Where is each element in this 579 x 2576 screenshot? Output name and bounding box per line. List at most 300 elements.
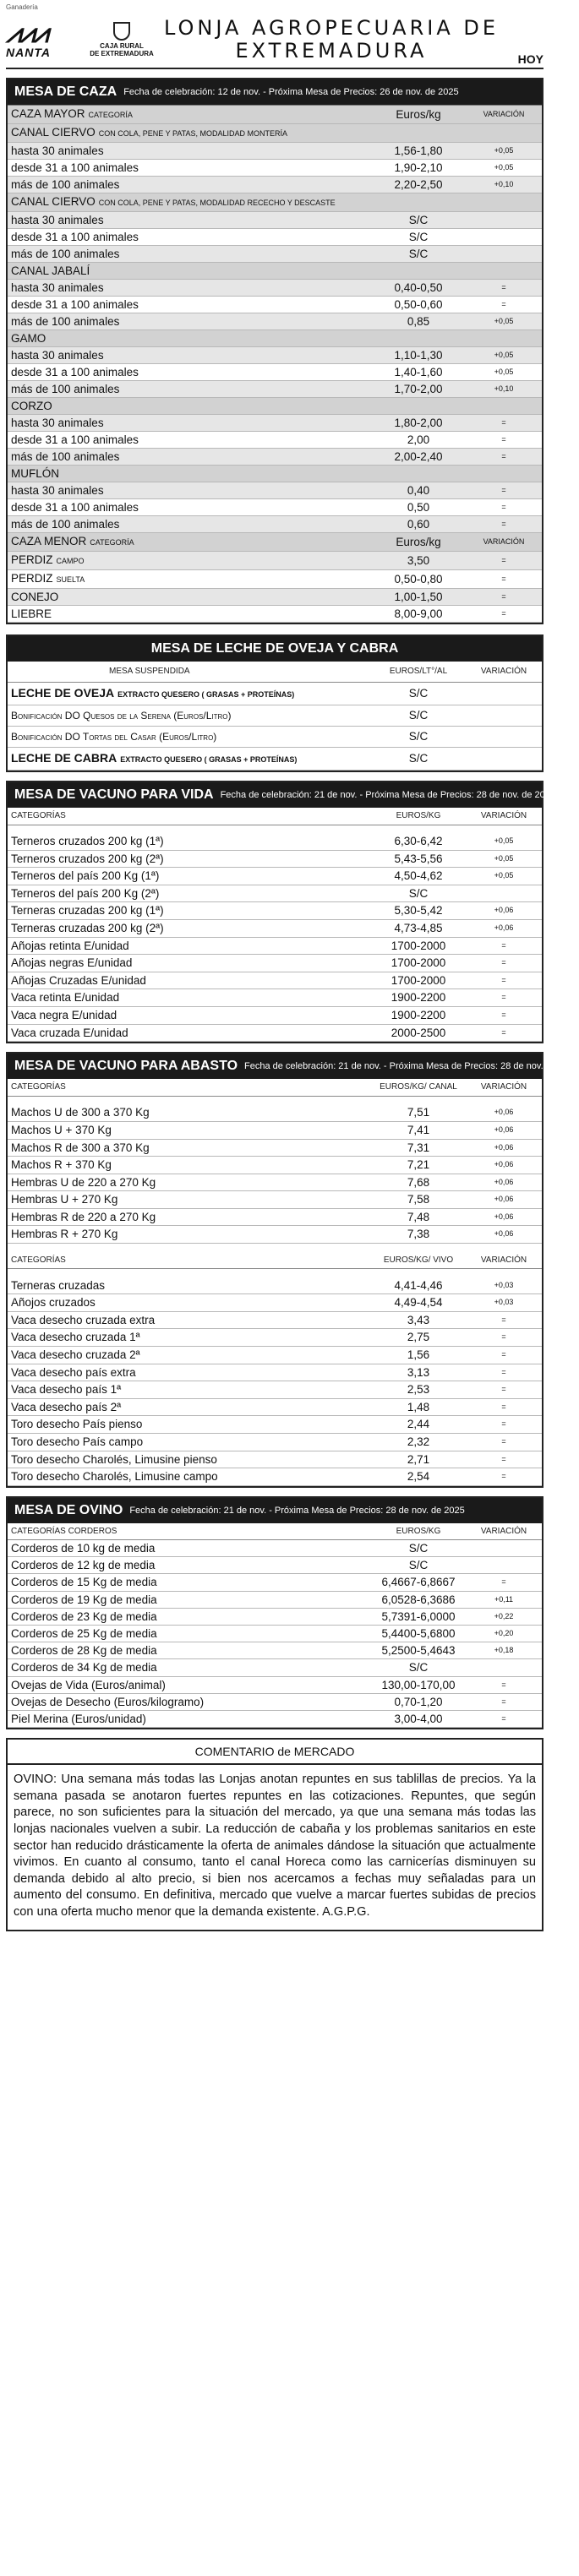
caza-price: 2,00-2,40 bbox=[371, 449, 466, 466]
abasto-variation: = bbox=[466, 1434, 542, 1451]
abasto-category-label: Hembras R + 270 Kg bbox=[11, 1228, 118, 1241]
caza-category-label: hasta 30 animales bbox=[11, 484, 104, 497]
abasto-price: 2,75 bbox=[371, 1329, 466, 1347]
abasto-row bbox=[8, 1277, 542, 1294]
caza-row bbox=[8, 280, 542, 297]
caza-price: 0,40 bbox=[371, 482, 466, 499]
vida-category-label: Vaca negra E/unidad bbox=[11, 1009, 117, 1022]
caza-price: 1,00-1,50 bbox=[371, 589, 466, 606]
abasto-category bbox=[8, 1311, 371, 1329]
leche-variation bbox=[466, 683, 542, 705]
vida-category-label: Vaca cruzada E/unidad bbox=[11, 1026, 128, 1039]
abasto-category-label: Machos U + 370 Kg bbox=[11, 1123, 112, 1136]
leche-category-label: LECHE DE OVEJA bbox=[11, 686, 115, 700]
caza-variation: = bbox=[466, 432, 542, 449]
caza-price: 0,50-0,80 bbox=[371, 570, 466, 589]
ovino-category-label: Corderos de 15 Kg de media bbox=[11, 1576, 157, 1589]
leche-section bbox=[6, 634, 543, 772]
abasto-variation: +0,03 bbox=[466, 1277, 542, 1294]
vida-price: 1900-2200 bbox=[371, 989, 466, 1007]
leche-category-label: Bonificación DO Tortas del Casar (Euros/Litro) bbox=[11, 731, 217, 743]
vida-section bbox=[6, 781, 556, 1043]
abasto-category-label: Vaca desecho país 2ª bbox=[11, 1400, 122, 1413]
caza-price bbox=[371, 263, 466, 280]
abasto-row bbox=[8, 1468, 542, 1486]
caza-price: 1,90-2,10 bbox=[371, 160, 466, 177]
comentario-text: OVINO: Una semana más todas las Lonjas anotan repuntes en sus tablillas de precios. Ya la semana pasada se anotaron fuertes repuntes en las cotizaciones. Repuntes, que según parece, no son suficientes para la situación del mercado, ya que una semana más todas las lonjas nacionales vuelven a subir. La reducción de cabaña y los problemas sanitarios en este sector han reducido drásticamente la oferta de animales dándose la situación que actualmente vivimos. En cuanto al consumo, tanto el canal Horeca como las carnicerías disminuyen su demanda debido al alto precio, si bien nos acercamos a fechas muy señaladas para un aumento del consumo. En definitiva, mercado que vuelve a marcar fuertes subidas de precios con una oferta mucho menor que la demanda existente. A.G.P.G. bbox=[14, 1773, 536, 1919]
ovino-variation: +0,11 bbox=[466, 1591, 542, 1608]
caza-price: S/C bbox=[371, 229, 466, 246]
ovino-price: 3,00-4,00 bbox=[371, 1711, 466, 1728]
abasto-category bbox=[8, 1277, 371, 1294]
vida-variation bbox=[466, 885, 542, 902]
ovino-price: S/C bbox=[371, 1539, 466, 1556]
abasto-row bbox=[8, 1364, 542, 1381]
caza-row bbox=[8, 570, 542, 589]
ovino-category bbox=[8, 1659, 371, 1676]
ovino-price: 6,4667-6,8667 bbox=[371, 1574, 466, 1591]
ovino-row bbox=[8, 1557, 542, 1574]
caza-category bbox=[8, 432, 371, 449]
ovino-category bbox=[8, 1626, 371, 1642]
ovino-row bbox=[8, 1626, 542, 1642]
caza-category bbox=[8, 364, 371, 381]
vida-category-label: Terneros cruzados 200 kg (2ª) bbox=[11, 852, 164, 865]
abasto-price: 1,56 bbox=[371, 1347, 466, 1364]
abasto-variation: +0,06 bbox=[466, 1191, 542, 1209]
abasto-category bbox=[8, 1226, 371, 1244]
caza-category-label: hasta 30 animales bbox=[11, 417, 104, 429]
leche-category-label: Bonificación DO Quesos de la Serena (Euros/Litro) bbox=[11, 710, 232, 722]
ovino-variation: +0,22 bbox=[466, 1608, 542, 1625]
abasto-row bbox=[8, 1329, 542, 1347]
abasto-row bbox=[8, 1294, 542, 1312]
abasto-price: 7,58 bbox=[371, 1191, 466, 1209]
caja-rural-line1: CAJA RURAL bbox=[100, 42, 144, 50]
caza-price: 3,50 bbox=[371, 552, 466, 570]
caza-variation: +0,10 bbox=[466, 381, 542, 398]
caza-variation: = bbox=[466, 606, 542, 623]
ovino-price: 5,2500-5,4643 bbox=[371, 1642, 466, 1659]
ovino-variation: = bbox=[466, 1574, 542, 1591]
abasto-variation: +0,06 bbox=[466, 1139, 542, 1157]
abasto-category-label: Vaca desecho país 1ª bbox=[11, 1383, 122, 1397]
ovino-category-label: Corderos de 19 Kg de media bbox=[11, 1593, 157, 1606]
caza-category-label: hasta 30 animales bbox=[11, 349, 104, 362]
caza-variation: = bbox=[466, 297, 542, 313]
ovino-category bbox=[8, 1557, 371, 1574]
abasto-row bbox=[8, 1398, 542, 1416]
caza-category bbox=[8, 106, 371, 124]
abasto-category bbox=[8, 1381, 371, 1399]
caza-category bbox=[8, 516, 371, 533]
abasto-category-label: Hembras U de 220 a 270 Kg bbox=[11, 1175, 156, 1189]
leche-category-note: EXTRACTO QUESERO ( GRASAS + PROTEÍNAS) bbox=[120, 755, 298, 764]
abasto-category-label: Vaca desecho cruzada extra bbox=[11, 1313, 156, 1326]
abasto-variation-header: VARIACIÓN bbox=[466, 1079, 542, 1096]
caza-category-label: GAMO bbox=[11, 332, 46, 345]
abasto-price: 2,71 bbox=[371, 1451, 466, 1468]
abasto-variation: = bbox=[466, 1398, 542, 1416]
abasto-category bbox=[8, 1157, 371, 1174]
abasto-row bbox=[8, 1157, 542, 1174]
vida-variation: = bbox=[466, 989, 542, 1007]
caza-price: 1,40-1,60 bbox=[371, 364, 466, 381]
caza-row bbox=[8, 212, 542, 229]
caza-variation bbox=[466, 246, 542, 263]
caza-row bbox=[8, 347, 542, 364]
leche-row bbox=[8, 727, 542, 748]
caza-variation: = bbox=[466, 482, 542, 499]
spacer-row bbox=[8, 825, 542, 833]
leche-category bbox=[8, 705, 371, 727]
vida-price: 1700-2000 bbox=[371, 955, 466, 972]
caza-row bbox=[8, 177, 542, 193]
ovino-variation: +0,20 bbox=[466, 1626, 542, 1642]
vida-category-header: CATEGORÍAS bbox=[8, 808, 371, 825]
caza-price bbox=[371, 398, 466, 415]
abasto-price: 2,54 bbox=[371, 1468, 466, 1486]
vida-price: 1900-2200 bbox=[371, 1007, 466, 1025]
ovino-header bbox=[8, 1498, 542, 1523]
vida-variation: = bbox=[466, 1007, 542, 1025]
abasto-category bbox=[8, 1451, 371, 1468]
abasto-category-label: Toro desecho Charolés, Limusine pienso bbox=[11, 1452, 217, 1466]
ovino-price: S/C bbox=[371, 1557, 466, 1574]
ovino-row bbox=[8, 1693, 542, 1710]
caza-price: 2,20-2,50 bbox=[371, 177, 466, 193]
caza-row bbox=[8, 432, 542, 449]
caza-variation bbox=[466, 229, 542, 246]
caza-category bbox=[8, 606, 371, 623]
caza-variation: +0,10 bbox=[466, 177, 542, 193]
vida-category-label: Terneros del país 200 Kg (2ª) bbox=[11, 886, 160, 900]
abasto-category-label: Vaca desecho país extra bbox=[11, 1365, 136, 1379]
abasto-variation: +0,03 bbox=[466, 1294, 542, 1312]
abasto-row bbox=[8, 1434, 542, 1451]
abasto-price: 3,43 bbox=[371, 1311, 466, 1329]
caza-price bbox=[371, 466, 466, 482]
abasto-price: 7,41 bbox=[371, 1121, 466, 1139]
caza-category-label: LIEBRE bbox=[11, 607, 52, 620]
caza-row bbox=[8, 449, 542, 466]
leche-variation-header: VARIACIÓN bbox=[466, 662, 542, 683]
vida-price: 2000-2500 bbox=[371, 1024, 466, 1042]
abasto-price: 7,51 bbox=[371, 1104, 466, 1121]
vida-header-row bbox=[8, 808, 542, 825]
caza-price: Euros/kg bbox=[371, 533, 466, 552]
abasto-category-label: Machos U de 300 a 370 Kg bbox=[11, 1106, 150, 1119]
caza-category-label: CANAL CIERVO bbox=[11, 126, 96, 139]
vida-category bbox=[8, 885, 371, 902]
ovino-variation-header: VARIACIÓN bbox=[466, 1523, 542, 1540]
abasto-header-row-canal bbox=[8, 1079, 542, 1096]
caza-subheader-row bbox=[8, 330, 542, 347]
caza-row bbox=[8, 589, 542, 606]
caza-category bbox=[8, 499, 371, 516]
caza-row bbox=[8, 229, 542, 246]
caza-row bbox=[8, 381, 542, 398]
caza-row bbox=[8, 499, 542, 516]
caza-variation: VARIACIÓN bbox=[466, 533, 542, 552]
caza-subheader-row bbox=[8, 398, 542, 415]
caza-category-label: más de 100 animales bbox=[11, 450, 120, 463]
abasto-header-row-vivo bbox=[8, 1252, 542, 1269]
caza-row bbox=[8, 246, 542, 263]
vida-price: 5,30-5,42 bbox=[371, 902, 466, 920]
ovino-price: 0,70-1,20 bbox=[371, 1693, 466, 1710]
caza-category-label: más de 100 animales bbox=[11, 383, 120, 395]
abasto-row bbox=[8, 1416, 542, 1434]
vida-category bbox=[8, 868, 371, 885]
caza-variation: = bbox=[466, 415, 542, 432]
vida-category bbox=[8, 937, 371, 955]
ovino-price: 5,7391-6,0000 bbox=[371, 1608, 466, 1625]
caza-category-label: MUFLÓN bbox=[11, 467, 59, 480]
vida-variation: +0,06 bbox=[466, 920, 542, 938]
abasto-row bbox=[8, 1104, 542, 1121]
caza-category bbox=[8, 313, 371, 330]
abasto-category bbox=[8, 1398, 371, 1416]
caja-rural-logo bbox=[89, 15, 155, 64]
caza-price bbox=[371, 193, 466, 212]
abasto-price: 7,68 bbox=[371, 1174, 466, 1191]
spacer-row bbox=[8, 1269, 542, 1277]
caza-subheader-row bbox=[8, 466, 542, 482]
vida-variation-header: VARIACIÓN bbox=[466, 808, 542, 825]
vida-category bbox=[8, 989, 371, 1007]
ovino-category-label: Corderos de 25 Kg de media bbox=[11, 1627, 157, 1640]
abasto-category-label: Toro desecho Charolés, Limusine campo bbox=[11, 1470, 218, 1484]
caza-category-label: desde 31 a 100 animales bbox=[11, 366, 139, 379]
caza-category bbox=[8, 263, 371, 280]
abasto-price: 2,53 bbox=[371, 1381, 466, 1399]
caza-category-label: desde 31 a 100 animales bbox=[11, 298, 139, 311]
abasto-category-label: Añojos cruzados bbox=[11, 1296, 96, 1310]
abasto-header bbox=[8, 1054, 579, 1079]
leche-category bbox=[8, 683, 371, 705]
abasto-dates: Fecha de celebración: 21 de nov. - Próxima Mesa de Precios: 28 de nov. de 2025 bbox=[244, 1061, 579, 1072]
leche-row bbox=[8, 683, 542, 705]
caza-category bbox=[8, 246, 371, 263]
spacer-row bbox=[8, 1244, 542, 1252]
vida-category-label: Añojas negras E/unidad bbox=[11, 956, 133, 970]
spacer-row bbox=[8, 1096, 542, 1104]
caza-category-note: CON COLA, PENE Y PATAS, MODALIDAD RECECHO Y DESCASTE bbox=[98, 199, 336, 207]
caja-rural-line2: DE EXTREMADURA bbox=[90, 50, 154, 57]
leche-category bbox=[8, 727, 371, 748]
abasto-price: 2,32 bbox=[371, 1434, 466, 1451]
vida-category bbox=[8, 920, 371, 938]
comentario-header bbox=[8, 1740, 542, 1765]
abasto-category bbox=[8, 1347, 371, 1364]
caza-row bbox=[8, 160, 542, 177]
abasto-row bbox=[8, 1311, 542, 1329]
caza-row bbox=[8, 143, 542, 160]
ovino-variation bbox=[466, 1539, 542, 1556]
vida-price: 6,30-6,42 bbox=[371, 833, 466, 850]
caza-category bbox=[8, 143, 371, 160]
abasto-category bbox=[8, 1139, 371, 1157]
caza-category-label: desde 31 a 100 animales bbox=[11, 433, 139, 446]
caza-row bbox=[8, 297, 542, 313]
abasto-table bbox=[8, 1079, 542, 1486]
caza-price: 1,80-2,00 bbox=[371, 415, 466, 432]
vida-title: MESA DE VACUNO PARA VIDA bbox=[14, 787, 214, 802]
caza-variation: = bbox=[466, 589, 542, 606]
caza-subheader-row bbox=[8, 533, 542, 552]
caza-price: Euros/kg bbox=[371, 106, 466, 124]
ovino-row bbox=[8, 1591, 542, 1608]
abasto-price: 7,38 bbox=[371, 1226, 466, 1244]
vida-category bbox=[8, 833, 371, 850]
caza-category bbox=[8, 398, 371, 415]
abasto-category bbox=[8, 1329, 371, 1347]
caza-category-label: CANAL CIERVO bbox=[11, 195, 96, 208]
abasto-row bbox=[8, 1381, 542, 1399]
ovino-variation: = bbox=[466, 1693, 542, 1710]
abasto-category bbox=[8, 1468, 371, 1486]
caza-row bbox=[8, 482, 542, 499]
vida-category bbox=[8, 850, 371, 868]
caza-category-note: CATEGORÍA bbox=[88, 111, 133, 119]
comentario-section bbox=[6, 1738, 543, 1931]
caza-title: MESA DE CAZA bbox=[14, 84, 117, 99]
vida-dates: Fecha de celebración: 21 de nov. - Próxima Mesa de Precios: 28 de nov. de 2025 bbox=[220, 790, 556, 800]
ovino-category bbox=[8, 1642, 371, 1659]
ovino-variation: = bbox=[466, 1676, 542, 1693]
caza-variation: VARIACIÓN bbox=[466, 106, 542, 124]
caza-category bbox=[8, 212, 371, 229]
abasto-category bbox=[8, 1174, 371, 1191]
leche-unit-header: EUROS/LT°/AL bbox=[371, 662, 466, 683]
caza-variation: = bbox=[466, 280, 542, 297]
vida-variation: +0,05 bbox=[466, 850, 542, 868]
abasto-category-label: Toro desecho País campo bbox=[11, 1435, 144, 1448]
caza-variation: +0,05 bbox=[466, 160, 542, 177]
vida-variation: = bbox=[466, 937, 542, 955]
caza-variation: +0,05 bbox=[466, 143, 542, 160]
caza-variation: = bbox=[466, 499, 542, 516]
nanta-logo-word: NANTA bbox=[6, 46, 51, 59]
ovino-row bbox=[8, 1676, 542, 1693]
caza-category-label: CAZA MENOR bbox=[11, 535, 87, 547]
leche-variation bbox=[466, 727, 542, 748]
caza-category bbox=[8, 589, 371, 606]
leche-category-note: EXTRACTO QUESERO ( GRASAS + PROTEÍNAS) bbox=[117, 690, 295, 699]
caza-variation bbox=[466, 193, 542, 212]
leche-variation bbox=[466, 748, 542, 771]
ovino-row bbox=[8, 1659, 542, 1676]
abasto-category-header: CATEGORÍAS bbox=[8, 1079, 371, 1096]
caza-category bbox=[8, 280, 371, 297]
vida-row bbox=[8, 955, 542, 972]
abasto-section bbox=[6, 1052, 579, 1488]
caza-price bbox=[371, 124, 466, 143]
abasto-category-label: Machos R de 300 a 370 Kg bbox=[11, 1141, 150, 1154]
leche-header bbox=[8, 636, 542, 662]
caza-category bbox=[8, 347, 371, 364]
ovino-category-label: Ovejas de Desecho (Euros/kilogramo) bbox=[11, 1695, 205, 1708]
leche-price: S/C bbox=[371, 727, 466, 748]
caza-category bbox=[8, 160, 371, 177]
vida-row bbox=[8, 902, 542, 920]
caza-price bbox=[371, 330, 466, 347]
ovino-category bbox=[8, 1693, 371, 1710]
caza-category bbox=[8, 229, 371, 246]
vida-row bbox=[8, 833, 542, 850]
abasto-category bbox=[8, 1434, 371, 1451]
caza-category bbox=[8, 330, 371, 347]
abasto-row bbox=[8, 1347, 542, 1364]
caza-section bbox=[6, 78, 543, 624]
abasto-variation: = bbox=[466, 1347, 542, 1364]
abasto-title: MESA DE VACUNO PARA ABASTO bbox=[14, 1059, 238, 1074]
ovino-table bbox=[8, 1523, 542, 1728]
caza-category bbox=[8, 533, 371, 552]
caza-table bbox=[8, 105, 542, 623]
caza-category-label: desde 31 a 100 animales bbox=[11, 161, 139, 174]
ovino-row bbox=[8, 1574, 542, 1591]
caza-category bbox=[8, 482, 371, 499]
caza-category bbox=[8, 570, 371, 589]
caza-category bbox=[8, 381, 371, 398]
vida-table bbox=[8, 808, 542, 1042]
leche-variation bbox=[466, 705, 542, 727]
vida-price: 4,73-4,85 bbox=[371, 920, 466, 938]
ovino-category-label: Piel Merina (Euros/unidad) bbox=[11, 1713, 146, 1726]
caza-category-label: más de 100 animales bbox=[11, 315, 120, 328]
abasto-row bbox=[8, 1174, 542, 1191]
caza-category-note: CON COLA, PENE Y PATAS, MODALIDAD MONTERÍA bbox=[98, 129, 287, 138]
abasto-row bbox=[8, 1139, 542, 1157]
abasto-category bbox=[8, 1294, 371, 1312]
caza-variation bbox=[466, 263, 542, 280]
vida-variation: +0,06 bbox=[466, 902, 542, 920]
leche-status: MESA SUSPENDIDA bbox=[8, 662, 371, 683]
abasto-category bbox=[8, 1121, 371, 1139]
nanta-logo-mark: ⩘⩘⩘ bbox=[6, 18, 47, 48]
ovino-price: 6,0528-6,3686 bbox=[371, 1591, 466, 1608]
caza-category bbox=[8, 415, 371, 432]
caza-variation: +0,05 bbox=[466, 364, 542, 381]
vida-variation: = bbox=[466, 955, 542, 972]
caza-variation: = bbox=[466, 552, 542, 570]
caza-row bbox=[8, 606, 542, 623]
ovino-price: 5,4400-5,6800 bbox=[371, 1626, 466, 1642]
ovino-row bbox=[8, 1711, 542, 1728]
leche-row bbox=[8, 705, 542, 727]
page-title-line1: LONJA AGROPECUARIA DE bbox=[163, 16, 500, 40]
vida-variation: = bbox=[466, 1024, 542, 1042]
caza-category bbox=[8, 193, 371, 212]
caza-category bbox=[8, 124, 371, 143]
ovino-category bbox=[8, 1574, 371, 1591]
vida-category bbox=[8, 1007, 371, 1025]
abasto-row bbox=[8, 1451, 542, 1468]
abasto-variation: = bbox=[466, 1364, 542, 1381]
ovino-header-row bbox=[8, 1523, 542, 1540]
caza-category bbox=[8, 552, 371, 570]
caza-variation: = bbox=[466, 516, 542, 533]
ovino-price: S/C bbox=[371, 1659, 466, 1676]
caza-category-label: CANAL JABALÍ bbox=[11, 264, 90, 277]
abasto-price: 1,48 bbox=[371, 1398, 466, 1416]
vida-variation: = bbox=[466, 972, 542, 989]
caza-category-label: más de 100 animales bbox=[11, 178, 120, 191]
vida-category-label: Terneros del país 200 Kg (1ª) bbox=[11, 869, 160, 883]
hoy-logo: HOY bbox=[517, 52, 543, 66]
